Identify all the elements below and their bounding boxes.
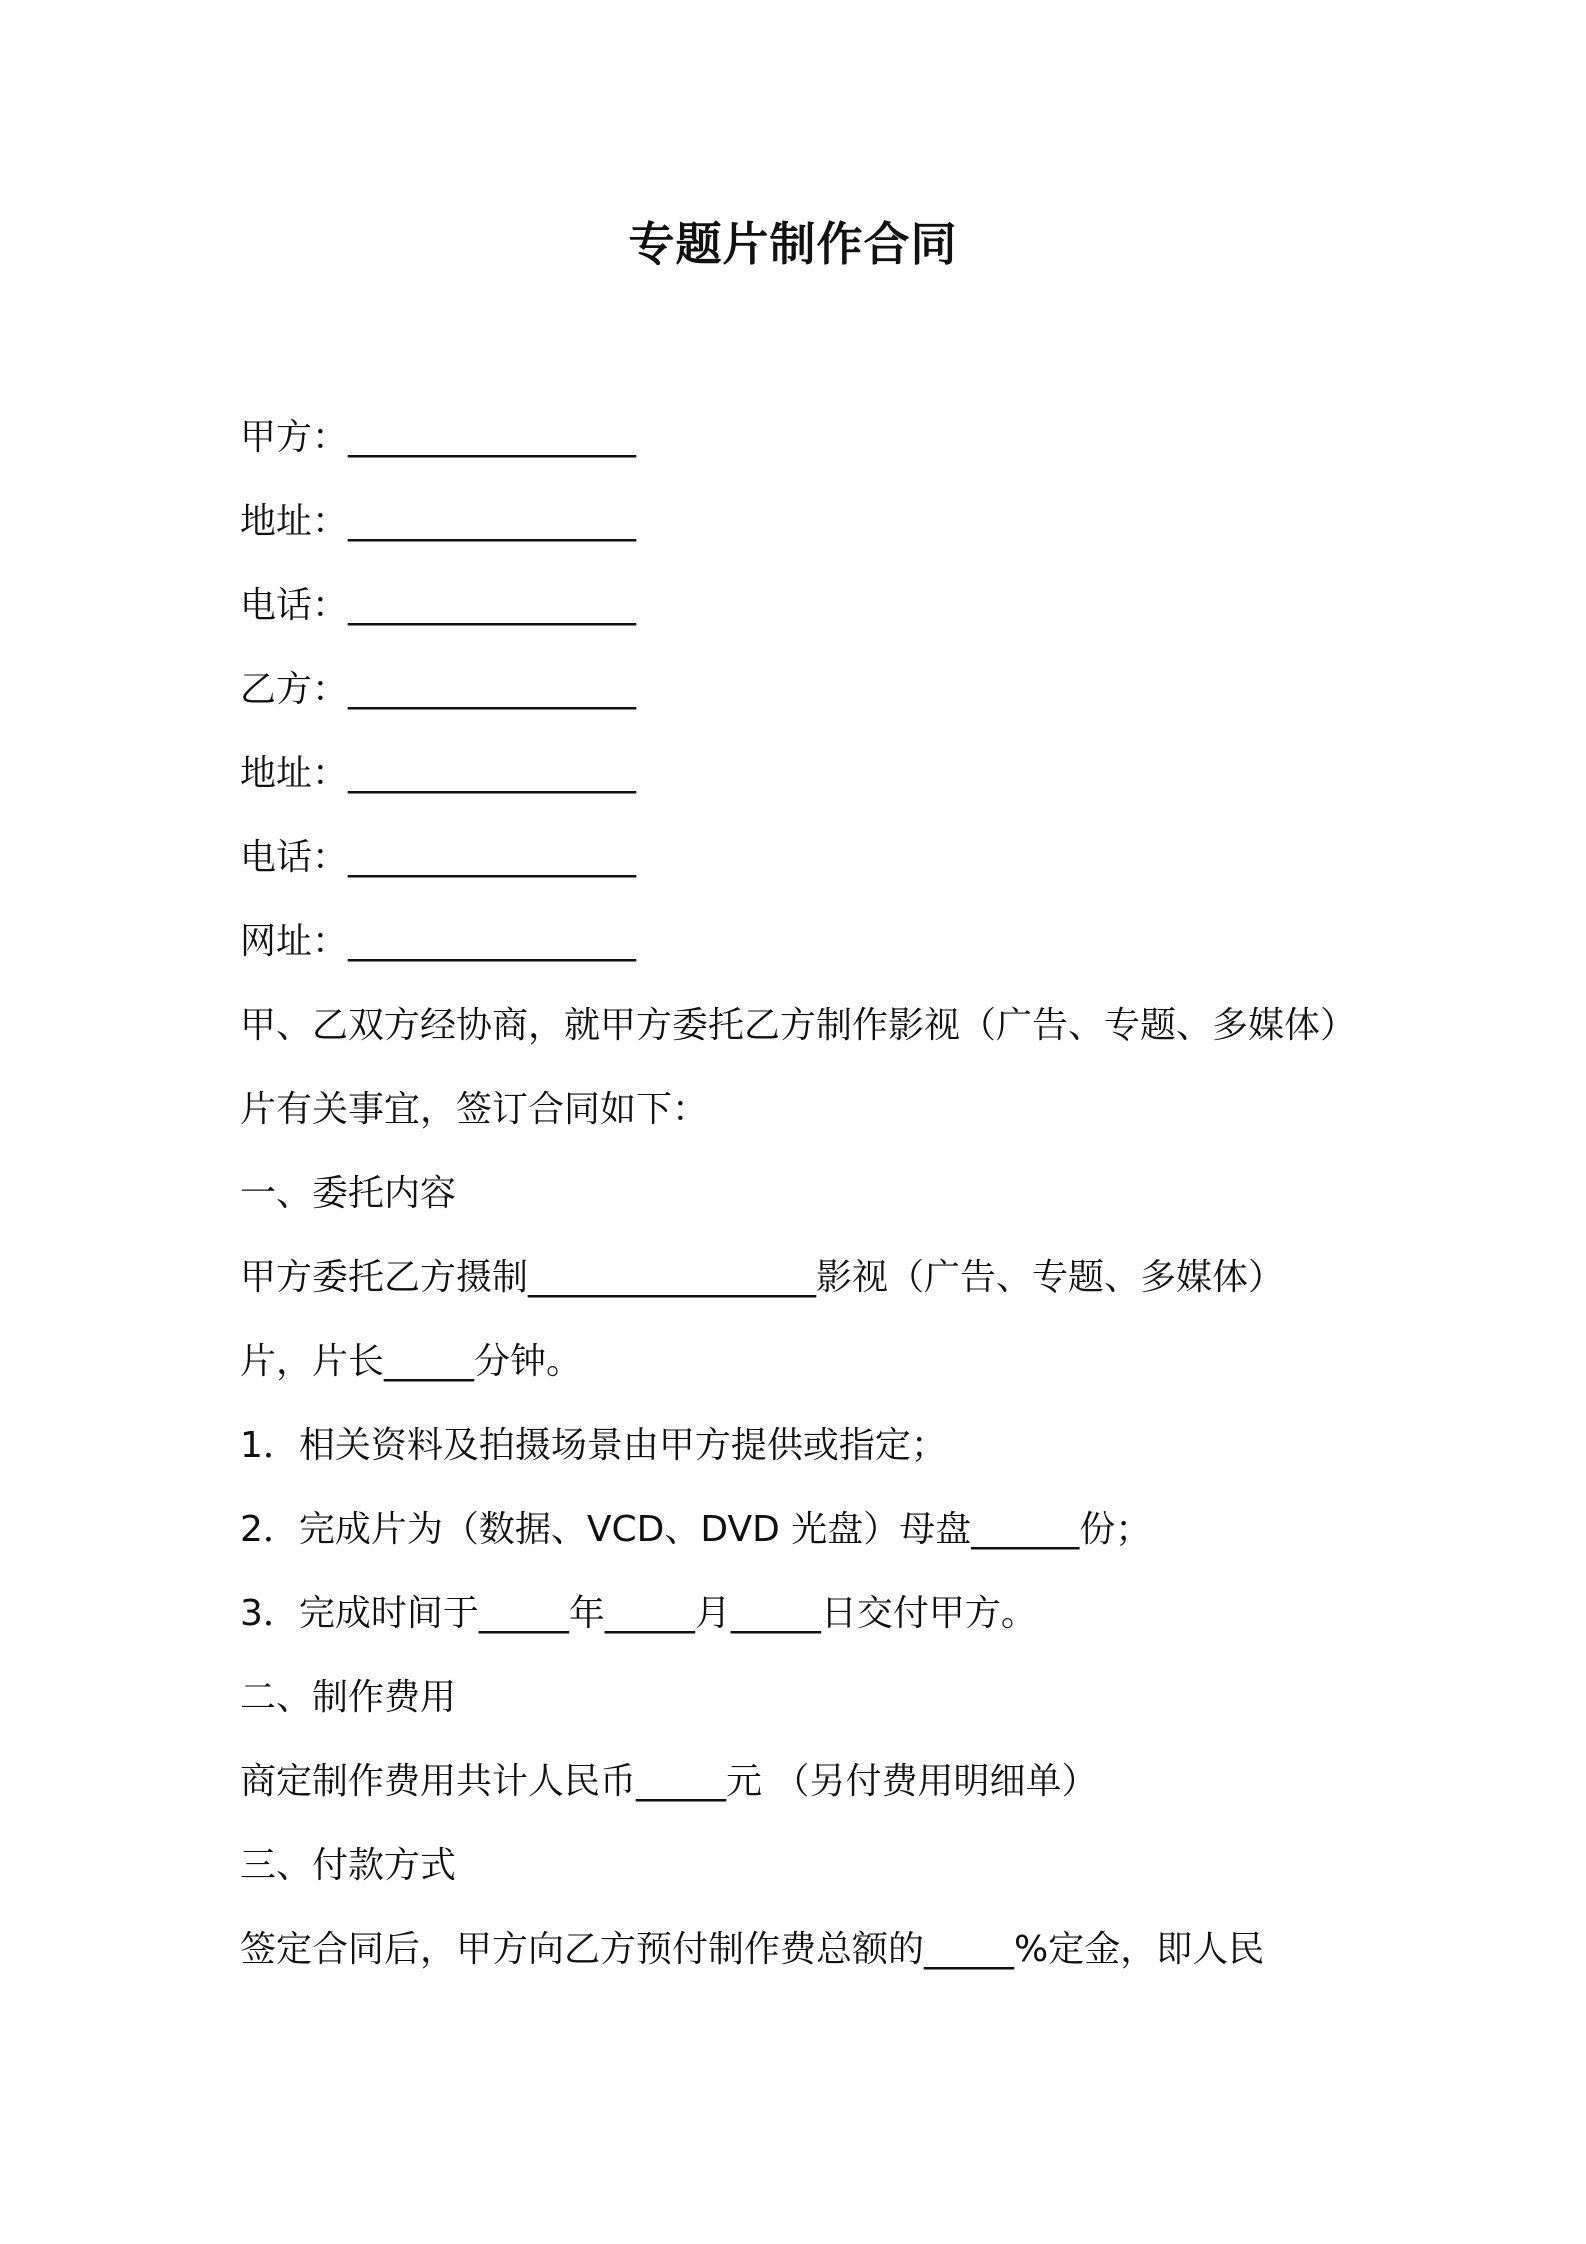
party-a-phone-line: 电话：________________ xyxy=(240,585,637,626)
preamble-line-1: 甲、乙双方经协商，就甲方委托乙方制作影视（广告、专题、多媒体） xyxy=(240,1005,1357,1046)
commission-line-2: 片，片长_____分钟。 xyxy=(240,1341,583,1382)
preamble-line-2: 片有关事宜，签订合同如下： xyxy=(240,1089,709,1130)
party-a-address-line: 地址：________________ xyxy=(240,501,637,542)
party-a-name-line: 甲方：________________ xyxy=(240,417,637,458)
party-b-name-line: 乙方：________________ xyxy=(240,669,637,710)
payment-line: 签定合同后，甲方向乙方预付制作费总额的_____%定金，即人民 xyxy=(240,1929,1265,1970)
clause-1: 1．相关资料及拍摄场景由甲方提供或指定； xyxy=(240,1425,947,1466)
section-heading-2: 二、制作费用 xyxy=(240,1677,457,1718)
section-heading-1: 一、委托内容 xyxy=(240,1173,457,1214)
fee-line: 商定制作费用共计人民币_____元 （另付费用明细单） xyxy=(240,1761,1098,1802)
party-b-phone-line: 电话：________________ xyxy=(240,837,637,878)
party-b-website-line: 网址：________________ xyxy=(240,921,637,962)
party-b-address-line: 地址：________________ xyxy=(240,753,637,794)
document-title: 专题片制作合同 xyxy=(628,217,958,271)
clause-2: 2．完成片为（数据、VCD、DVD 光盘）母盘______份； xyxy=(240,1509,1152,1550)
clause-3: 3．完成时间于_____年_____月_____日交付甲方。 xyxy=(240,1593,1037,1634)
commission-line-1: 甲方委托乙方摄制________________影视（广告、专题、多媒体） xyxy=(240,1257,1285,1298)
section-heading-3: 三、付款方式 xyxy=(240,1845,457,1886)
